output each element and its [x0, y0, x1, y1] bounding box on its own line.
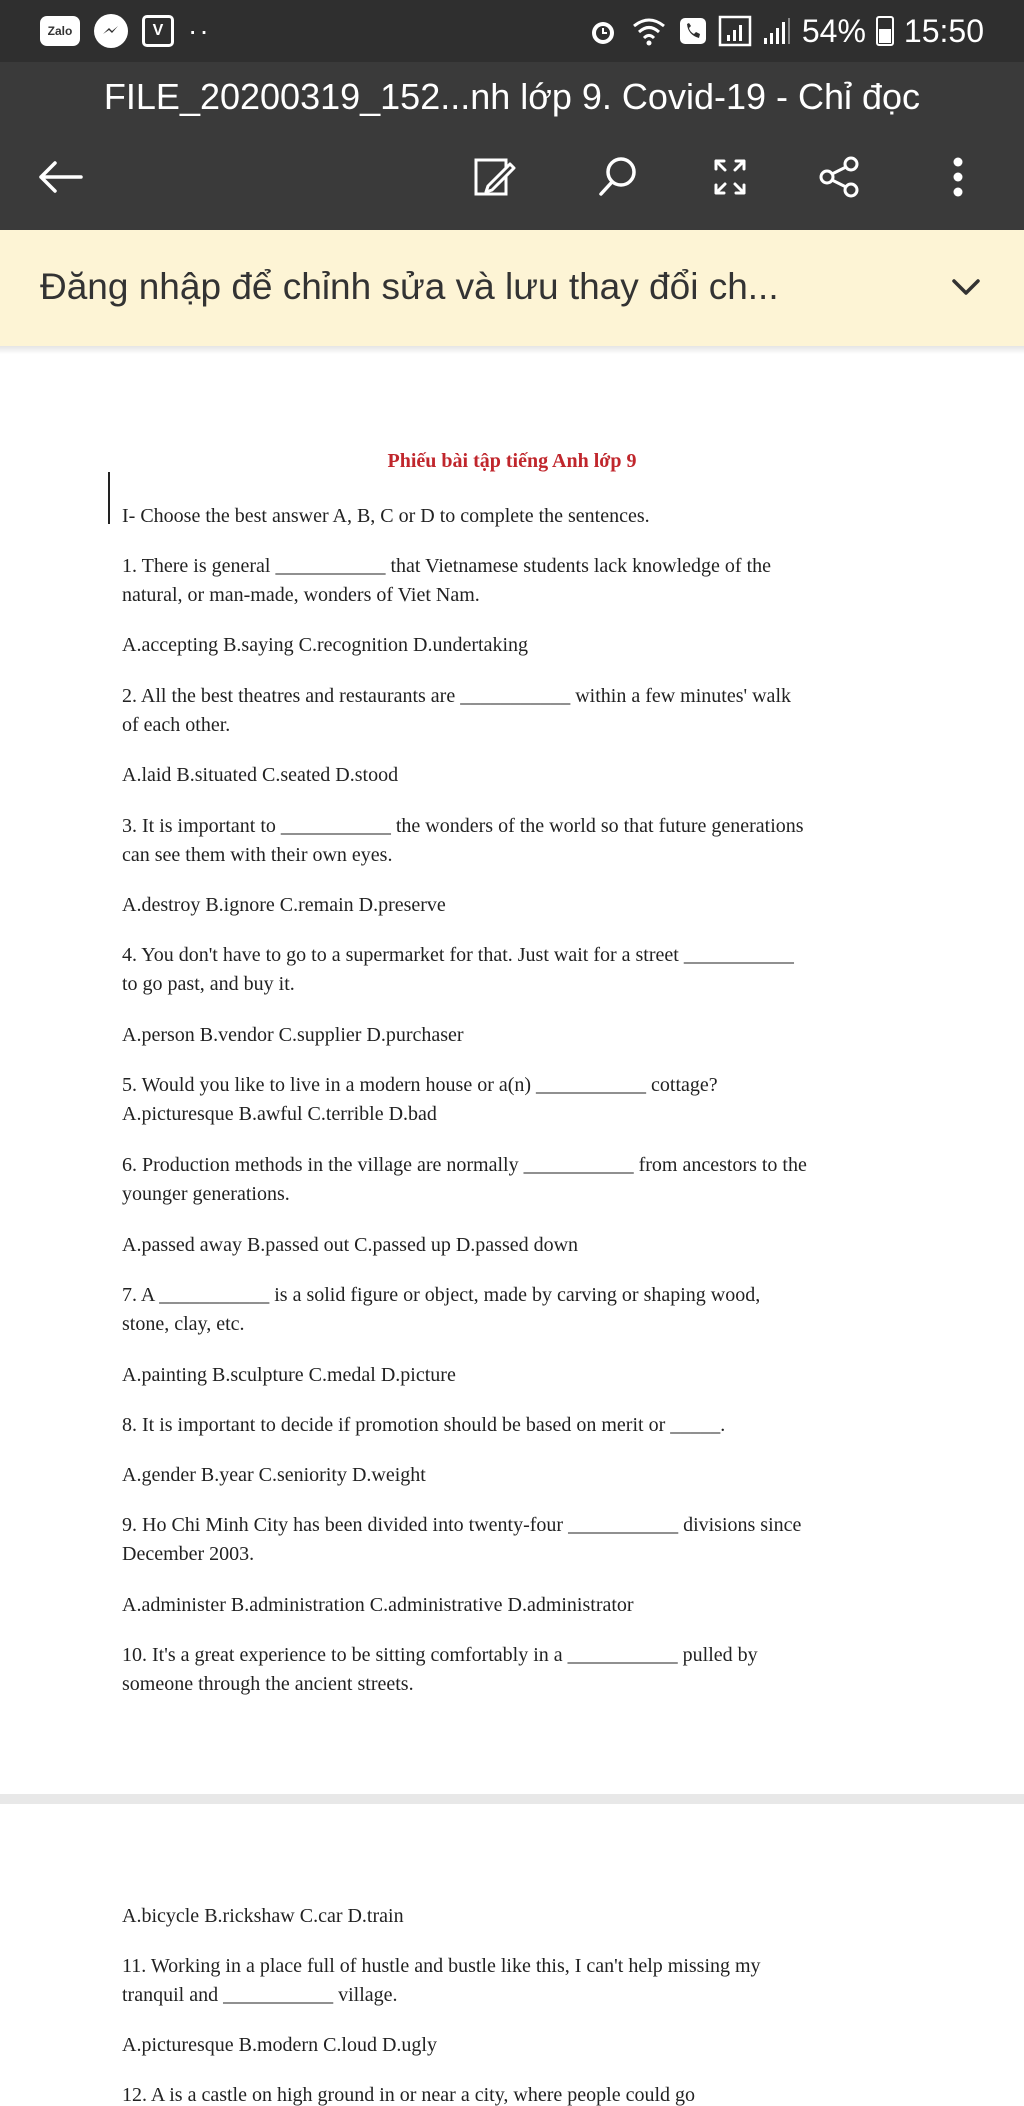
banner-expand-button[interactable]	[944, 265, 988, 309]
answer-options: A.administer B.administration C.administrative D.administrator	[122, 1594, 634, 1616]
more-notifications-icon: ··	[188, 15, 211, 46]
share-icon	[817, 154, 863, 200]
answer-options: A.destroy B.ignore C.remain D.preserve	[122, 894, 446, 916]
notification-icons	[40, 13, 211, 49]
question-line: 12. A is a castle on high ground in or near a city, where people could go	[122, 2084, 695, 2106]
data-signal-icon	[718, 15, 752, 47]
more-vertical-icon	[948, 154, 968, 200]
share-button[interactable]	[810, 147, 870, 207]
question-line: natural, or man-made, wonders of Viet Nam.	[122, 584, 480, 606]
question-line: someone through the ancient streets.	[122, 1673, 414, 1695]
banner-divider	[0, 346, 1024, 354]
answer-options: A.bicycle B.rickshaw C.car D.train	[122, 1905, 404, 1927]
question-line: 3. It is important to ___________ the wonders of the world so that future generations	[122, 815, 804, 837]
system-icons	[586, 11, 984, 51]
text-cursor	[108, 472, 110, 524]
question-line: can see them with their own eyes.	[122, 844, 393, 866]
question-line: 5. Would you like to live in a modern house or a(n) ___________ cottage?	[122, 1074, 718, 1096]
answer-options: A.laid B.situated C.seated D.stood	[122, 764, 399, 786]
fullscreen-button[interactable]	[700, 147, 760, 207]
battery-icon	[876, 16, 894, 46]
chevron-down-icon	[944, 265, 988, 309]
back-arrow-icon	[35, 157, 85, 197]
search-icon	[595, 154, 641, 200]
call-icon	[678, 16, 708, 46]
battery-percent: 54%	[801, 12, 866, 49]
zalo-icon	[40, 16, 80, 46]
wifi-icon	[630, 14, 668, 48]
document-title: FILE_20200319_152...nh lớp 9. Covid-19 - Chỉ đọc	[103, 76, 921, 117]
question-line: younger generations.	[122, 1183, 290, 1205]
answer-options: A.gender B.year C.seniority D.weight	[122, 1464, 426, 1486]
alarm-icon	[586, 14, 620, 48]
question-line: 10. It's a great experience to be sitting comfortably in a ___________ pulled by	[122, 1644, 758, 1666]
question-line: 9. Ho Chi Minh City has been divided into twenty-four ___________ divisions since	[122, 1514, 802, 1536]
section-heading: I- Choose the best answer A, B, C or D to complete the sentences.	[122, 505, 650, 527]
sign-in-banner[interactable]	[0, 230, 1024, 346]
answer-options: A.passed away B.passed out C.passed up D.passed down	[122, 1234, 579, 1256]
question-line: 11. Working in a place full of hustle and bustle like this, I can't help missing my	[122, 1955, 761, 1977]
question-line: stone, clay, etc.	[122, 1313, 245, 1335]
messenger-icon	[94, 14, 128, 48]
v-app-label: V	[152, 22, 164, 39]
question-line: 2. All the best theatres and restaurants are ___________ within a few minutes' walk	[122, 685, 791, 707]
back-button[interactable]	[30, 147, 90, 207]
clock: 15:50	[903, 12, 984, 49]
sign-in-banner-text: Đăng nhập để chỉnh sửa và lưu thay đổi ch...	[40, 266, 779, 307]
question-line: 6. Production methods in the village are normally ___________ from ancestors to the	[122, 1154, 807, 1176]
edit-document-icon	[472, 154, 518, 200]
answer-options: A.person B.vendor C.supplier D.purchaser	[122, 1024, 464, 1046]
zalo-label: Zalo	[47, 24, 73, 38]
question-line: of each other.	[122, 714, 231, 736]
question-line: 7. A ___________ is a solid figure or object, made by carving or shaping wood,	[122, 1284, 761, 1306]
question-line: 4. You don't have to go to a supermarket for that. Just wait for a street ___________	[122, 944, 794, 966]
question-line: 8. It is important to decide if promotion should be based on merit or _____.	[122, 1414, 726, 1436]
answer-options: A.picturesque B.awful C.terrible D.bad	[122, 1103, 437, 1125]
expand-icon	[708, 155, 752, 199]
question-line: to go past, and buy it.	[122, 973, 295, 995]
answer-options: A.painting B.sculpture C.medal D.picture	[122, 1364, 456, 1386]
search-button[interactable]	[588, 147, 648, 207]
v-app-icon	[142, 15, 174, 47]
question-line: tranquil and ___________ village.	[122, 1984, 398, 2006]
answer-options: A.accepting B.saying C.recognition D.undertaking	[122, 634, 529, 656]
edit-button[interactable]	[465, 147, 525, 207]
cell-signal-icon	[762, 16, 792, 46]
status-bar	[0, 0, 1024, 62]
question-line: 1. There is general ___________ that Vietnamese students lack knowledge of the	[122, 555, 772, 577]
answer-options: A.picturesque B.modern C.loud D.ugly	[122, 2034, 437, 2056]
more-options-button[interactable]	[928, 147, 988, 207]
page-break	[0, 1794, 1024, 1804]
worksheet-title: Phiếu bài tập tiếng Anh lớp 9	[387, 450, 637, 472]
question-line: December 2003.	[122, 1543, 255, 1565]
app-toolbar	[0, 62, 1024, 230]
